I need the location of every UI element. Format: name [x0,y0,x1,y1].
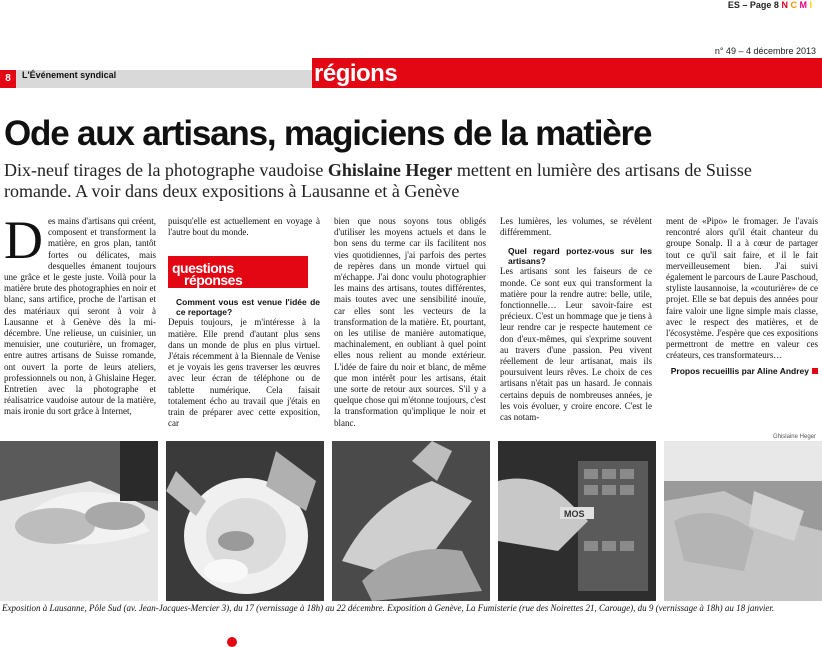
photographer-name: Ghislaine Heger [327,160,453,180]
column-4 [500,216,652,423]
column-3 [334,216,486,429]
photo-hands [332,441,490,601]
answer-1: Depuis toujours, je m'intéresse à la matière. Elle prend d'autant plus sens dans un monde de plus en plus virtuel. J'étais récemment à la Biennale de Venise et je voyais les gens traverser les œuvres avec leur écran de téléphone ou de tablette numérique. Cela faisait totalement écho au travail que j'étais en train de préparer avec cette exposition, car [168,317,320,429]
section-band [0,58,822,88]
column-1 [4,210,156,418]
edition-line [728,0,812,10]
page-marker-dot [227,637,237,647]
column-5 [666,216,818,377]
signature: Propos recueillis par Aline Andrey [670,365,809,376]
questions-reponses-badge [168,256,308,290]
photo-bookbinder [0,441,158,601]
questions-label: questions [172,260,234,276]
photo-typesetter [498,441,656,601]
issue-date: n° 49 – 4 décembre 2013 [714,46,816,56]
col4-top-text: Les lumières, les volumes, se révèlent différemment. [500,216,652,238]
photo-craftsman [664,441,822,601]
col2-top-text: puisqu'elle est actuellement en voyage à l'autre bout du monde. [168,216,320,238]
end-mark [812,368,818,374]
column-2 [168,216,320,429]
reponses-label: réponses [184,272,243,288]
type-block-text: MOS [564,509,585,519]
photo-cook [166,441,324,601]
photo-caption: Exposition à Lausanne, Pôle Sud (av. Jean-Jacques-Mercier 3), du 17 (vernissage à 18h) au 22 décembre. Exposition à Genève, La Fumisterie (rue des Noirettes 21, Carouge), du 9 (vernissage à 18h) au 18 janvier. [2,603,775,613]
answer-1-continued: bien que nous soyons tous obligés d'utiliser les moyens actuels et dans le bon sens du terme car ils facilitent nos vies quotidiennes, j'ai parfois des pertes de repères dans un monde virtuel qui m'échappe. J'ai donc voulu photographier les mains des artisans, toutes différentes, mais toutes avec une sensibilité inouïe, car elles sont les vecteurs de la transformation de la matière. Et, pourtant, on les utilise de manière automatique, machinalement, en oubliant à quel point elles nous relient au monde extérieur. L'idée de faire du noir et blanc, de même que mon intérêt pour les artisans, était une sorte de retour aux sources. S'il y a quelque chose qui m'étonne toujours, c'est la transformation qu'implique le noir et blanc. [334,216,486,428]
publication-name: L'Événement syndical [22,70,117,80]
answer-2-continued: ment de «Pipo» le fromager. Je l'avais rencontré alors qu'il était chanteur du groupe Sonalp. Il a à cœur de partager tout ce qu'il sait faire, et il le fait merveilleusement bien. J'ai suivi également le parcours de Laure Paschoud, styliste lausannoise, la «couturière» de ce projet. Elle se bat depuis des années pour faire valoir une ligne simple mais classe, avec le respect des matières, et de l'écosystème. J'espère que ces expositions permettront de mettre en valeur ces créateurs, ces transformateurs… [666,216,818,361]
answer-2: Les artisans sont les faiseurs de ce monde. Ce sont eux qui transforment la matière pour la rendre autre: belle, utile, fonctionnelle… Leur savoir-faire est précieux. C'est un hommage que je tiens à leur rendre car je respecte hautement ce don d'eux-mêmes, qui s'exprime souvent au travers d'une passion. Peu vivent réellement de leur artisanat, mais ils poursuivent leurs rêves. Le choix de ces artisans n'était pas un hasard. Je connais certains depuis de nombreuses années, je les vois évoluer, y croire encore. C'est le cas notam- [500,266,652,423]
headline: Ode aux artisans, magiciens de la matière [4,114,652,153]
question-1: Comment vous est venue l'idée de ce reportage? [176,297,320,318]
subtitle: Dix-neuf tirages de la photographe vaudoise Ghislaine Heger mettent en lumière des artisans de Suisse romande. A voir dans deux expositions à Lausanne et à Genève [4,160,752,201]
question-2: Quel regard portez-vous sur les artisans? [508,246,652,267]
edition-label: ES – Page 8 [727,0,779,10]
logo-letters: N C M I [781,0,812,10]
photo-credit: Ghislaine Heger [772,434,816,440]
page-number: 8 [0,70,16,88]
drop-cap: D [4,210,43,270]
section-title: régions [314,60,398,87]
intro-text: es mains d'artisans qui créent, composent et transforment la matière, en gros plan, tantôt fortes ou délicates, mais desquelles émanent toujours une grâce et le geste juste. Voilà pour la matière brute des photographies en noir et blanc, sans artifice, proche de l'artisan et des matériaux qui seront à voir à Lausanne et à Genève dès la mi-décembre. Une relieuse, un cuisinier, un menuisier, une couturière, un fromager, entre autres artisans de Suisse romande, ont ouvert la porte de leurs ateliers, professionnels ou non, à Ghislaine Heger. Entretien avec la photographe et réalisatrice vaudoise autour de la matière, mais ironie du sort grâce à Internet, [4,216,156,417]
